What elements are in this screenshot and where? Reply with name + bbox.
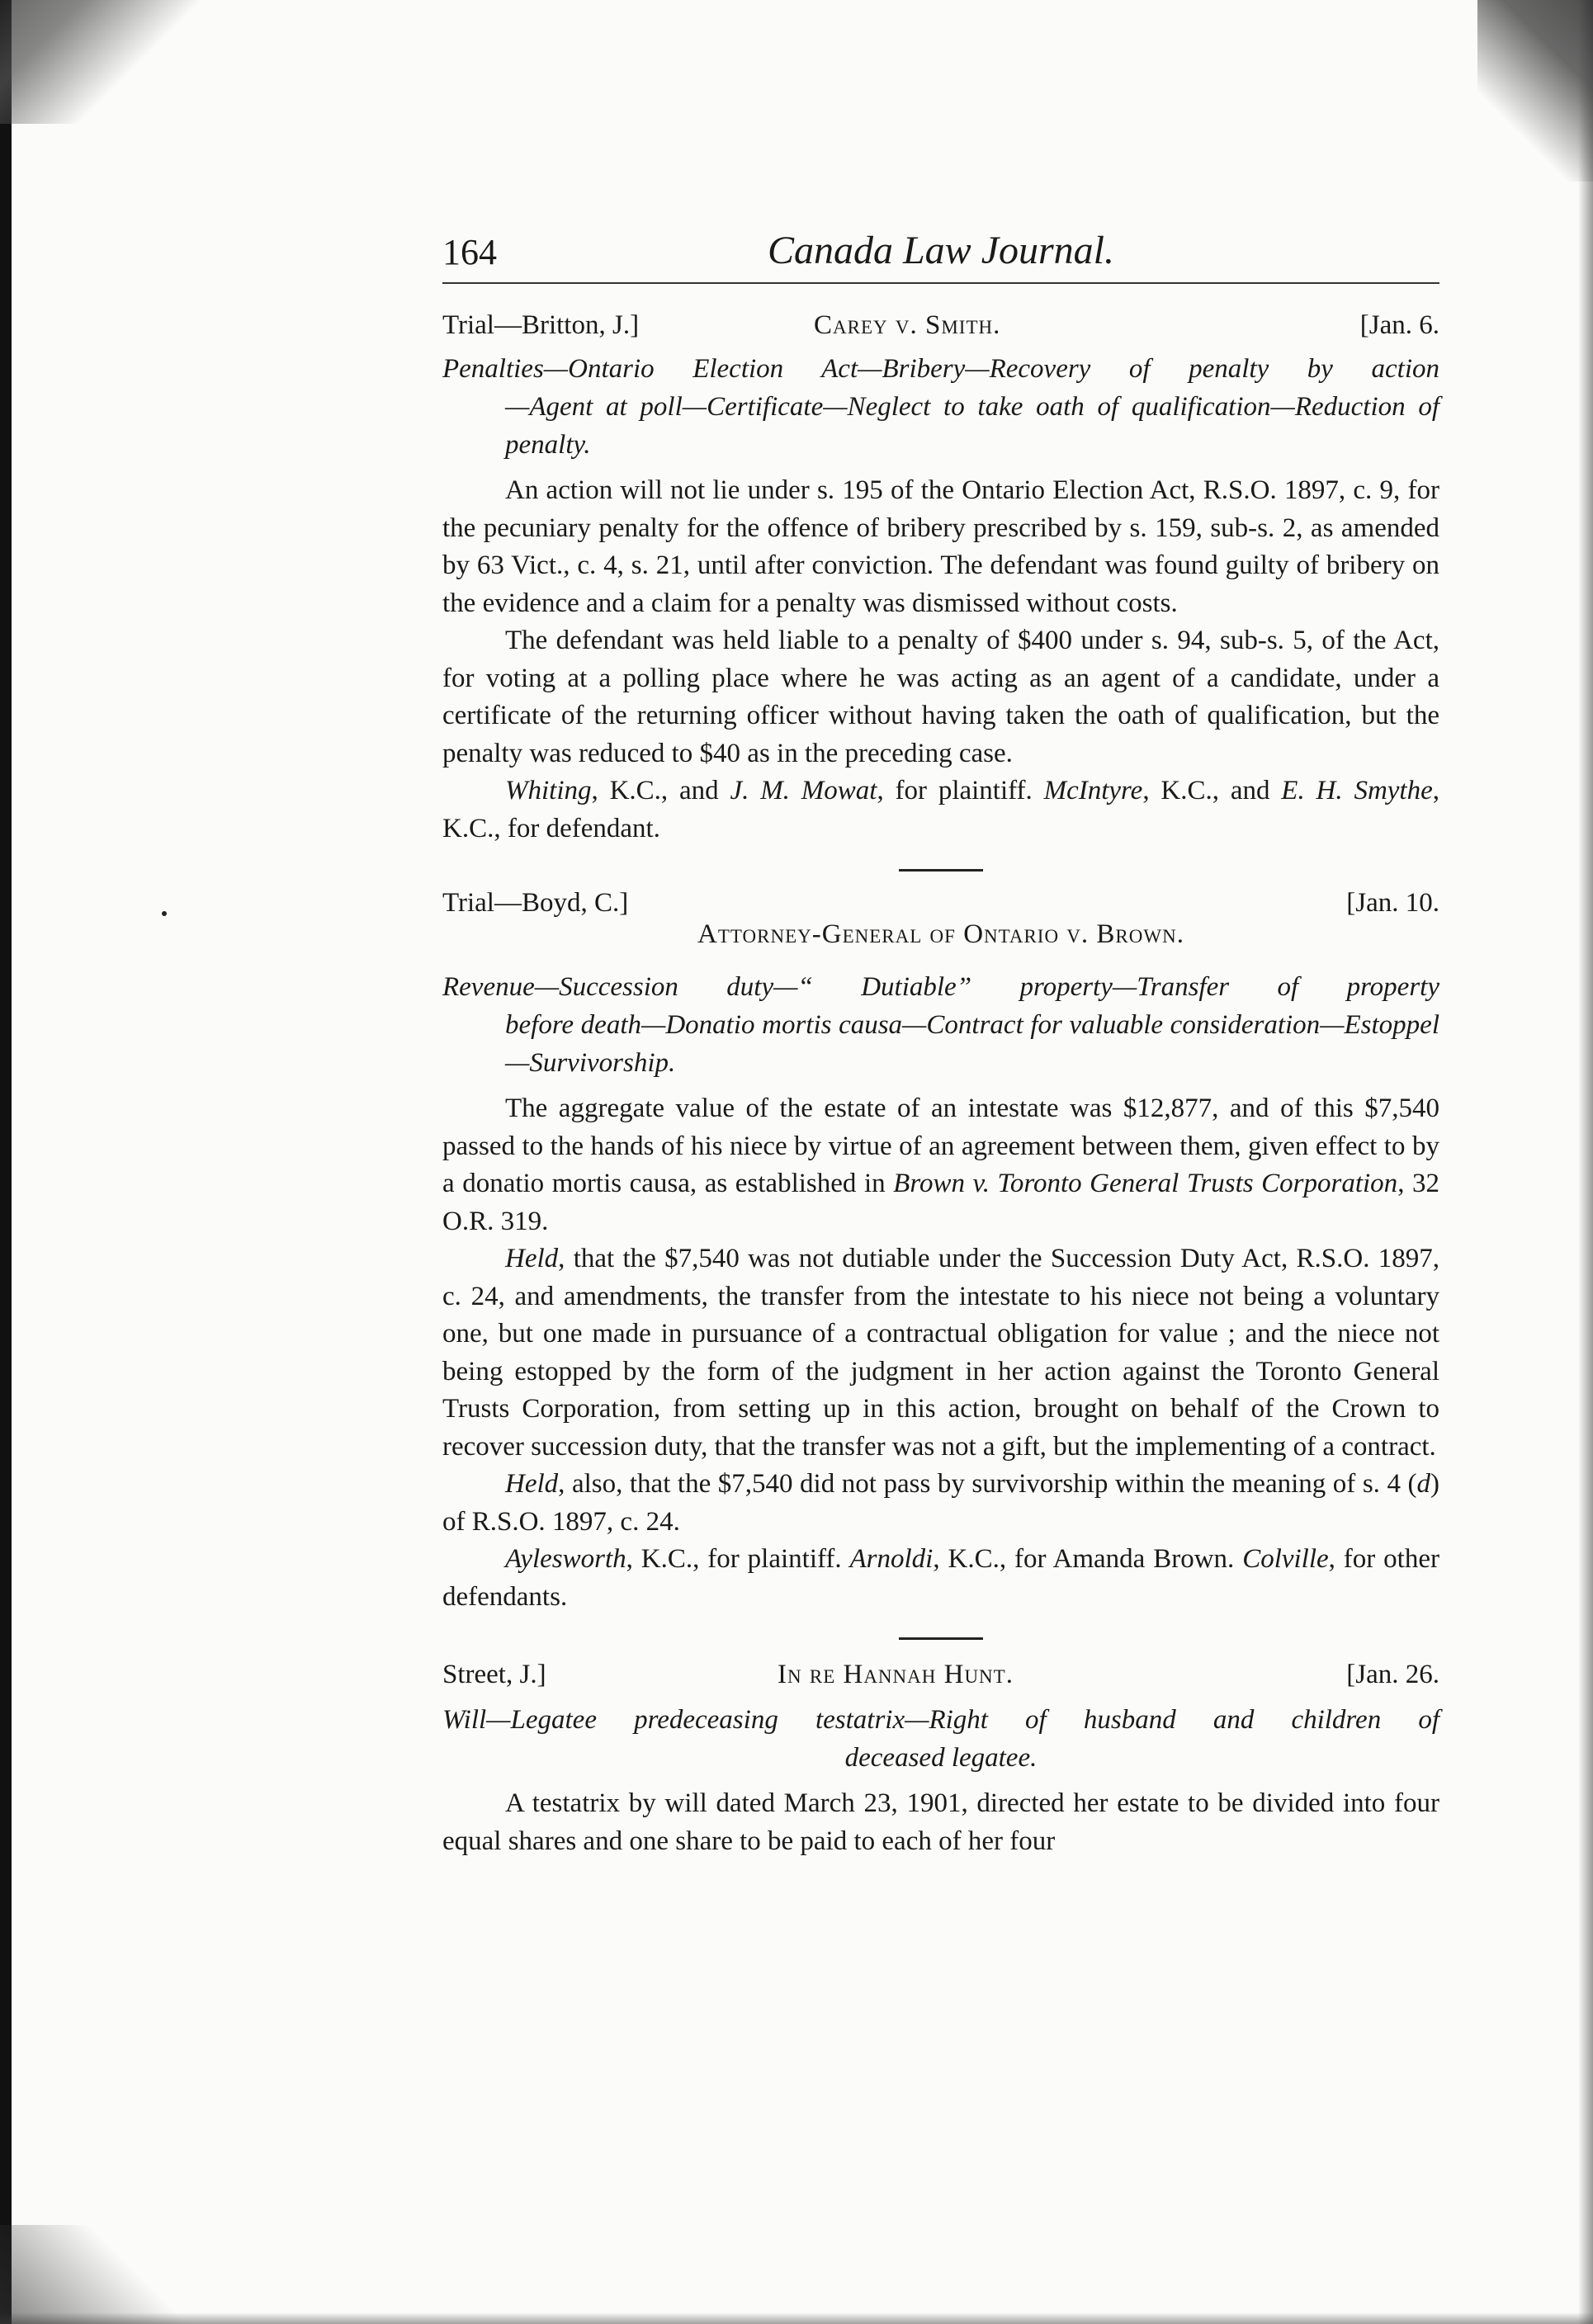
- case-date: [Jan. 10.: [1346, 888, 1439, 918]
- scan-artifact-top-left: [0, 0, 215, 124]
- headnote-first-line: Will—Legatee predeceasing testatrix—Right of husband and children of: [442, 1705, 1439, 1735]
- counsel-name: Whiting: [505, 776, 592, 805]
- scan-artifact-bottom-left: [0, 2225, 215, 2324]
- paragraph: An action will not lie under s. 195 of the Ontario Election Act, R.S.O. 1897, c. 9, for the pecuniary penalty for the offence of bribery prescribed by s. 159, sub-s. 2, as amended by 63 Vict., c. 4, s. 21, until after conviction. The defendant was found guilty of bribery on the evidence and a claim for a penalty was dismissed without costs.: [442, 475, 1439, 618]
- case-carey-v-smith: [442, 300, 1439, 848]
- headnote-continuation: deceased legatee.: [844, 1743, 1038, 1773]
- case-name: Carey v. Smith.: [814, 310, 1001, 340]
- counsel-name: J. M. Mowat: [730, 776, 877, 805]
- paragraph-text: ) of R.S.O. 1897, c. 24.: [442, 1469, 1439, 1537]
- counsel-name: Aylesworth: [505, 1544, 626, 1574]
- counsel-name: E. H. Smythe: [1281, 776, 1433, 805]
- case-attorney-general-v-brown: [442, 888, 1439, 1616]
- counsel: [442, 772, 1439, 848]
- court: Trial—Boyd, C.]: [442, 888, 629, 918]
- held-label: Held: [505, 1244, 559, 1273]
- case-name: In re Hannah Hunt.: [778, 1660, 1014, 1689]
- counsel-text: , for plaintiff.: [877, 776, 1044, 805]
- case-heading: [442, 888, 1439, 924]
- case-date: [Jan. 6.: [1359, 310, 1439, 340]
- counsel-text: , for other defendants.: [442, 1544, 1439, 1612]
- headnote-first-line: Penalties—Ontario Election Act—Bribery—Recovery of penalty by action: [442, 354, 1439, 384]
- cited-case: Brown v. Toronto General Trusts Corporation: [893, 1169, 1398, 1198]
- headnote: [442, 350, 1439, 464]
- court: Trial—Britton, J.]: [442, 310, 640, 340]
- page-number: 164: [442, 232, 497, 272]
- headnote: [442, 1701, 1439, 1777]
- counsel-name: Arnoldi: [849, 1544, 934, 1574]
- scan-edge-left: [0, 0, 12, 2324]
- paragraph: The defendant was held liable to a penalty of $400 under s. 94, sub-s. 5, of the Act, for voting at a polling place where he was acting as an agent of a candidate, under a certificate of the returning officer without having taken the oath of qualification, but the penalty was reduced to $40 as in the preceding case.: [442, 626, 1439, 768]
- case-name: Attorney-General of Ontario v. Brown.: [697, 919, 1184, 949]
- counsel-text: , K.C., and: [1142, 776, 1282, 805]
- paragraph-text: , also, that the $7,540 did not pass by survivorship within the meaning of s. 4 (: [558, 1469, 1417, 1499]
- case-in-re-hannah-hunt: [442, 1656, 1439, 1860]
- counsel-name: Colville: [1242, 1544, 1329, 1574]
- section-divider: [899, 869, 983, 872]
- scan-edge-bottom: [0, 2312, 1593, 2324]
- page-content: [442, 224, 1439, 1860]
- counsel-text: , K.C., for defendant.: [442, 776, 1439, 843]
- paragraph-text: , that the $7,540 was not dutiable under the Succession Duty Act, R.S.O. 1897, c. 24, and amendments, the transfer from the intestate to his niece not being a voluntary one, but one made in pursuance of a contractual obligation for value ; and the niece not being estopped by the form of the judgment in her action against the Toronto General Trusts Corporation, from setting up in this action, brought on behalf of the Crown to recover succession duty, that the transfer was not a gift, but the implementing of a contract.: [442, 1244, 1439, 1462]
- margin-mark: [162, 911, 167, 916]
- paragraph: [442, 1466, 1439, 1541]
- headnote: [442, 968, 1439, 1082]
- headnote-first-line: Revenue—Succession duty—“ Dutiable” property—Transfer of property: [442, 972, 1439, 1002]
- counsel-text: , K.C., for Amanda Brown.: [933, 1544, 1243, 1574]
- held-label: Held: [505, 1469, 559, 1499]
- running-head: [442, 224, 1439, 284]
- case-heading: [442, 300, 1439, 347]
- counsel-text: , K.C., for plaintiff.: [626, 1544, 850, 1574]
- journal-title: Canada Law Journal.: [767, 229, 1115, 272]
- paragraph-text: The aggregate value of the estate of an intestate was $12,877, and of this $7,540 passed to the hands of his niece by virtue of an agreement between them, given effect to by a donatio mortis causa, as established in: [442, 1094, 1439, 1198]
- counsel-text: , K.C., and: [591, 776, 730, 805]
- paragraph-text: d: [1416, 1469, 1430, 1499]
- counsel: [442, 1541, 1439, 1616]
- paragraph: A testatrix by will dated March 23, 1901, directed her estate to be divided into four equal shares and one share to be paid to each of her four: [442, 1788, 1439, 1856]
- paragraph-text: , 32 O.R. 319.: [442, 1169, 1439, 1236]
- headnote-continuation: —Agent at poll—Certificate—Neglect to take oath of qualification—Reduction of penalty.: [505, 392, 1439, 460]
- counsel-name: McIntyre: [1043, 776, 1143, 805]
- scan-artifact-top-right: [1477, 0, 1593, 182]
- paragraph: [442, 1090, 1439, 1240]
- court: Street, J.]: [442, 1660, 546, 1689]
- section-divider: [899, 1637, 983, 1640]
- case-heading: [442, 1656, 1439, 1698]
- paragraph: [442, 1240, 1439, 1466]
- headnote-continuation: before death—Donatio mortis causa—Contract for valuable consideration—Estoppel—Survivorship.: [505, 1010, 1439, 1078]
- case-date: [Jan. 26.: [1346, 1660, 1439, 1689]
- scan-edge-right: [1578, 0, 1593, 2324]
